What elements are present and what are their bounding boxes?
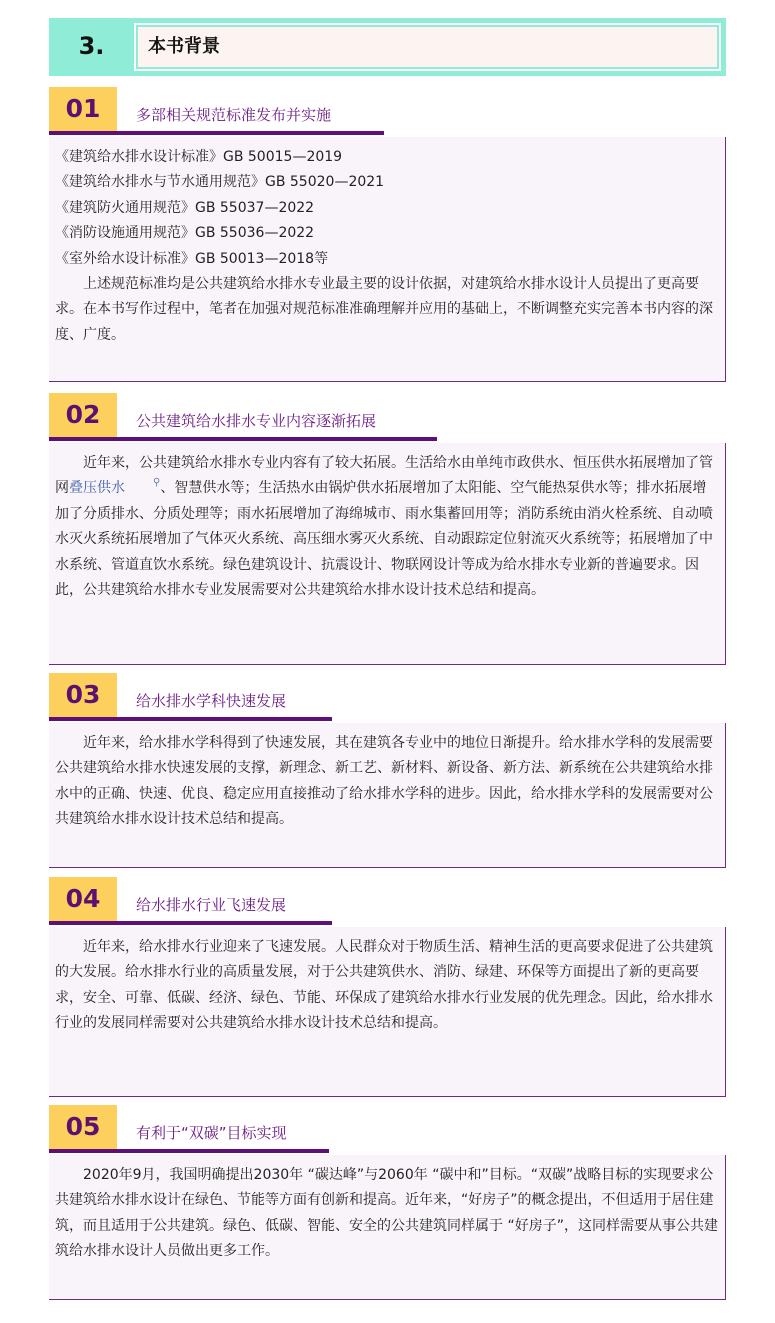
chapter-header	[49, 18, 726, 76]
chapter-title: 本书背景	[138, 27, 717, 67]
standard-line: 《建筑给水排水设计标准》GB 50015—2019	[55, 149, 343, 165]
section-body	[49, 1155, 726, 1300]
chapter-title-frame	[134, 23, 721, 71]
section-heading	[49, 87, 726, 137]
section-03	[49, 673, 726, 868]
section-underline	[49, 1149, 329, 1153]
standard-line: 《建筑给水排水与节水通用规范》GB 55020—2021	[55, 174, 385, 191]
section-body	[49, 723, 726, 868]
section-02	[49, 393, 726, 665]
section-heading	[49, 393, 726, 443]
section-number: 02	[49, 393, 117, 437]
section-paragraph: 2020年9月，我国明确提出2030年 “碳达峰”与2060年 “碳中和”目标。“双碳”战略目标的实现要求公共建筑给水排水设计在绿色、节能等方面有创新和提高。近年来，“好房子”的概念提出，不但适用于居住建筑，而且适用于公共建筑。绿色、低碳、智能、安全的公共建筑同样属于 “好房子”，这同样需要从事公共建筑给水排水设计人员做出更多工作。	[55, 1167, 718, 1260]
section-underline	[49, 131, 384, 135]
section-04	[49, 877, 726, 1097]
section-underline	[49, 921, 332, 925]
section-05	[49, 1105, 726, 1300]
section-title: 公共建筑给水排水专业内容逐渐拓展	[136, 412, 377, 430]
section-number: 04	[49, 877, 117, 921]
paragraph-text: 近年来，公共建筑给水排水专业内容有了较大拓展。生活给水由单纯市政供水、恒压供水拓展增加了管网	[55, 455, 713, 497]
section-title: 给水排水学科快速发展	[136, 692, 287, 710]
standard-line: 《消防设施通用规范》GB 55036—2022	[55, 225, 315, 242]
section-01	[49, 87, 726, 382]
keyword-search-link[interactable]: 叠压供水	[69, 480, 125, 497]
section-title: 给水排水行业飞速发展	[136, 896, 287, 914]
section-paragraph: 近年来，给水排水学科得到了快速发展，其在建筑各专业中的地位日渐提升。给水排水学科的发展需要公共建筑给水排水快速发展的支撑，新理念、新工艺、新材料、新设备、新方法、新系统在公共建筑给水排水中的正确、快速、优良、稳定应用直接推动了给水排水学科的进步。因此，给水排水学科的发展需要对公共建筑给水排水设计技术总结和提高。	[55, 735, 713, 828]
section-body	[49, 927, 726, 1097]
standard-line: 《室外给水设计标准》GB 50013—2018等	[55, 250, 329, 267]
section-body	[49, 137, 726, 382]
section-body	[49, 443, 726, 665]
standard-line: 《建筑防火通用规范》GB 55037—2022	[55, 199, 315, 216]
section-heading	[49, 673, 726, 723]
section-title: 多部相关规范标准发布并实施	[136, 106, 332, 124]
section-heading	[49, 1105, 726, 1155]
paragraph-text: 、智慧供水等；生活热水由锅炉供水拓展增加了太阳能、空气能热泵供水等；排水拓展增加了分质排水、分质处理等；雨水拓展增加了海绵城市、雨水集蓄回用等；消防系统由消火栓系统、自动喷水灭火系统拓展增加了气体灭火系统、高压细水雾灭火系统、自动跟踪定位射流灭火系统等；拓展增加了中水系统、管道直饮水系统。绿色建筑设计、抗震设计、物联网设计等成为给水排水专业新的普遍要求。因此，公共建筑给水排水专业发展需要对公共建筑给水排水设计技术总结和提高。	[55, 480, 713, 599]
section-number: 05	[49, 1105, 117, 1149]
section-paragraph: 近年来，给水排水行业迎来了飞速发展。人民群众对于物质生活、精神生活的更高要求促进了公共建筑的大发展。给水排水行业的高质量发展，对于公共建筑供水、消防、绿建、环保等方面提出了新的更高要求，安全、可靠、低碳、经济、绿色、节能、环保成了建筑给水排水行业发展的优先理念。因此，给水排水行业的发展同样需要对公共建筑给水排水设计技术总结和提高。	[55, 939, 713, 1032]
chapter-number: 3.	[78, 32, 105, 60]
section-underline	[49, 437, 437, 441]
search-icon[interactable]: ⚲	[153, 477, 161, 489]
section-paragraph	[55, 451, 719, 603]
section-number: 03	[49, 673, 117, 717]
section-paragraph: 上述规范标准均是公共建筑给水排水专业最主要的设计依据，对建筑给水排水设计人员提出了更高要求。在本书写作过程中，笔者在加强对规范标准准确理解并应用的基础上，不断调整充实完善本书内容的深度、广度。	[55, 276, 713, 343]
section-number: 01	[49, 87, 117, 131]
section-underline	[49, 717, 332, 721]
section-title: 有利于“双碳”目标实现	[136, 1124, 287, 1142]
section-heading	[49, 877, 726, 927]
